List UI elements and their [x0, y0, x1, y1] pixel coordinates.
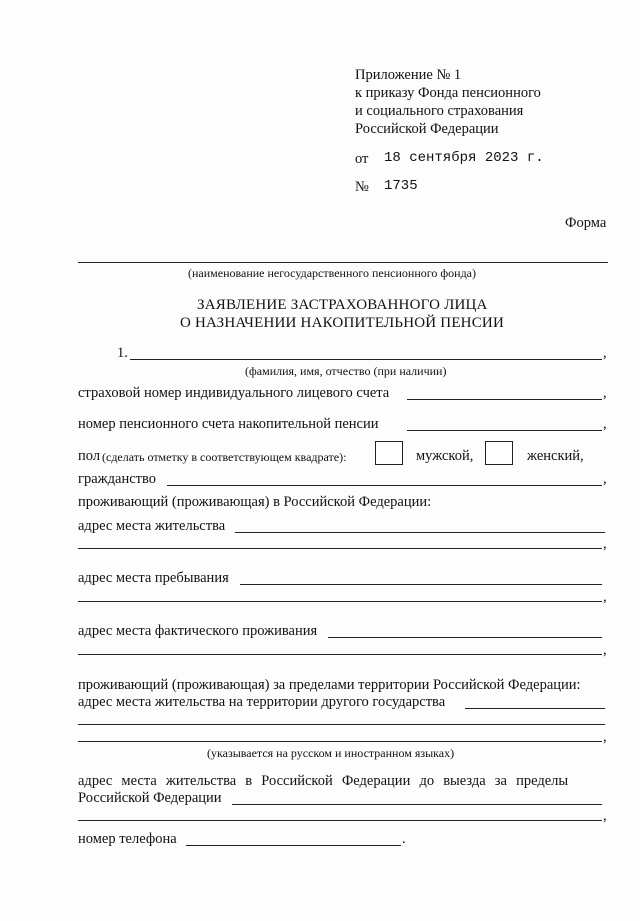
- full-name-caption: (фамилия, имя, отчество (при наличии): [245, 364, 447, 378]
- pre-departure-label: адрес места жительства в Российской Федерации до выезда за пределы: [78, 773, 569, 789]
- comma: ,: [603, 808, 607, 824]
- actual-address-field-2[interactable]: [78, 654, 602, 655]
- foreign-address-field-3[interactable]: [78, 741, 602, 742]
- foreign-address-label: адрес места жительства на территории другого государства: [78, 694, 446, 710]
- comma: ,: [603, 385, 607, 401]
- pre-departure-label-2: Российской Федерации: [78, 790, 222, 806]
- foreign-address-field-2[interactable]: [78, 724, 605, 725]
- order-line-1: к приказу Фонда пенсионного: [355, 85, 541, 101]
- phone-label: номер телефона: [78, 831, 177, 847]
- residing-rf-heading: проживающий (проживающая) в Российской Федерации:: [78, 494, 432, 510]
- date-value: 18 сентября 2023 г.: [384, 150, 544, 166]
- stay-address-label: адрес места пребывания: [78, 570, 229, 586]
- foreign-address-field[interactable]: [465, 708, 605, 709]
- pre-departure-address-field[interactable]: [232, 804, 602, 805]
- number-value: 1735: [384, 178, 418, 194]
- phone-field[interactable]: [186, 845, 401, 846]
- title-line-1: ЗАЯВЛЕНИЕ ЗАСТРАХОВАННОГО ЛИЦА: [197, 297, 488, 313]
- title-line-2: О НАЗНАЧЕНИИ НАКОПИТЕЛЬНОЙ ПЕНСИИ: [180, 315, 504, 331]
- snils-field[interactable]: [407, 399, 602, 400]
- snils-label: страховой номер индивидуального лицевого счета: [78, 385, 390, 401]
- residence-address-label: адрес места жительства: [78, 518, 226, 534]
- comma: ,: [603, 536, 607, 552]
- comma: ,: [603, 729, 607, 745]
- actual-address-field[interactable]: [328, 637, 602, 638]
- comma: ,: [603, 471, 607, 487]
- pre-departure-address-field-2[interactable]: [78, 820, 602, 821]
- sex-female-label: женский,: [527, 448, 584, 464]
- fund-name-caption: (наименование негосударственного пенсионного фонда): [188, 266, 476, 280]
- pension-account-label: номер пенсионного счета накопительной пенсии: [78, 416, 379, 432]
- sex-male-checkbox[interactable]: [375, 441, 403, 465]
- stay-address-field[interactable]: [240, 584, 602, 585]
- sex-female-checkbox[interactable]: [485, 441, 513, 465]
- residence-address-field-2[interactable]: [78, 548, 602, 549]
- residence-address-field[interactable]: [235, 532, 605, 533]
- actual-address-label: адрес места фактического проживания: [78, 623, 318, 639]
- item-number: 1.: [117, 345, 128, 361]
- date-prefix: от: [355, 151, 369, 167]
- pension-account-field[interactable]: [407, 430, 602, 431]
- number-prefix: №: [355, 179, 369, 195]
- form-label: Форма: [565, 215, 607, 231]
- language-caption: (указывается на русском и иностранном языках): [207, 746, 455, 760]
- period: .: [402, 831, 406, 847]
- order-line-3: Российской Федерации: [355, 121, 499, 137]
- citizenship-label: гражданство: [78, 471, 156, 487]
- comma: ,: [603, 416, 607, 432]
- comma: ,: [603, 589, 607, 605]
- comma: ,: [603, 642, 607, 658]
- full-name-field[interactable]: [130, 359, 602, 360]
- residing-abroad-heading: проживающий (проживающая) за пределами территории Российской Федерации:: [78, 677, 581, 693]
- fund-name-field[interactable]: [78, 262, 608, 263]
- appendix-label: Приложение № 1: [355, 67, 462, 83]
- sex-hint: (сделать отметку в соответствующем квадрате):: [102, 450, 347, 464]
- sex-male-label: мужской,: [416, 448, 474, 464]
- sex-label: пол: [78, 448, 101, 464]
- stay-address-field-2[interactable]: [78, 601, 602, 602]
- order-line-2: и социального страхования: [355, 103, 524, 119]
- comma: ,: [603, 345, 607, 361]
- citizenship-field[interactable]: [167, 485, 602, 486]
